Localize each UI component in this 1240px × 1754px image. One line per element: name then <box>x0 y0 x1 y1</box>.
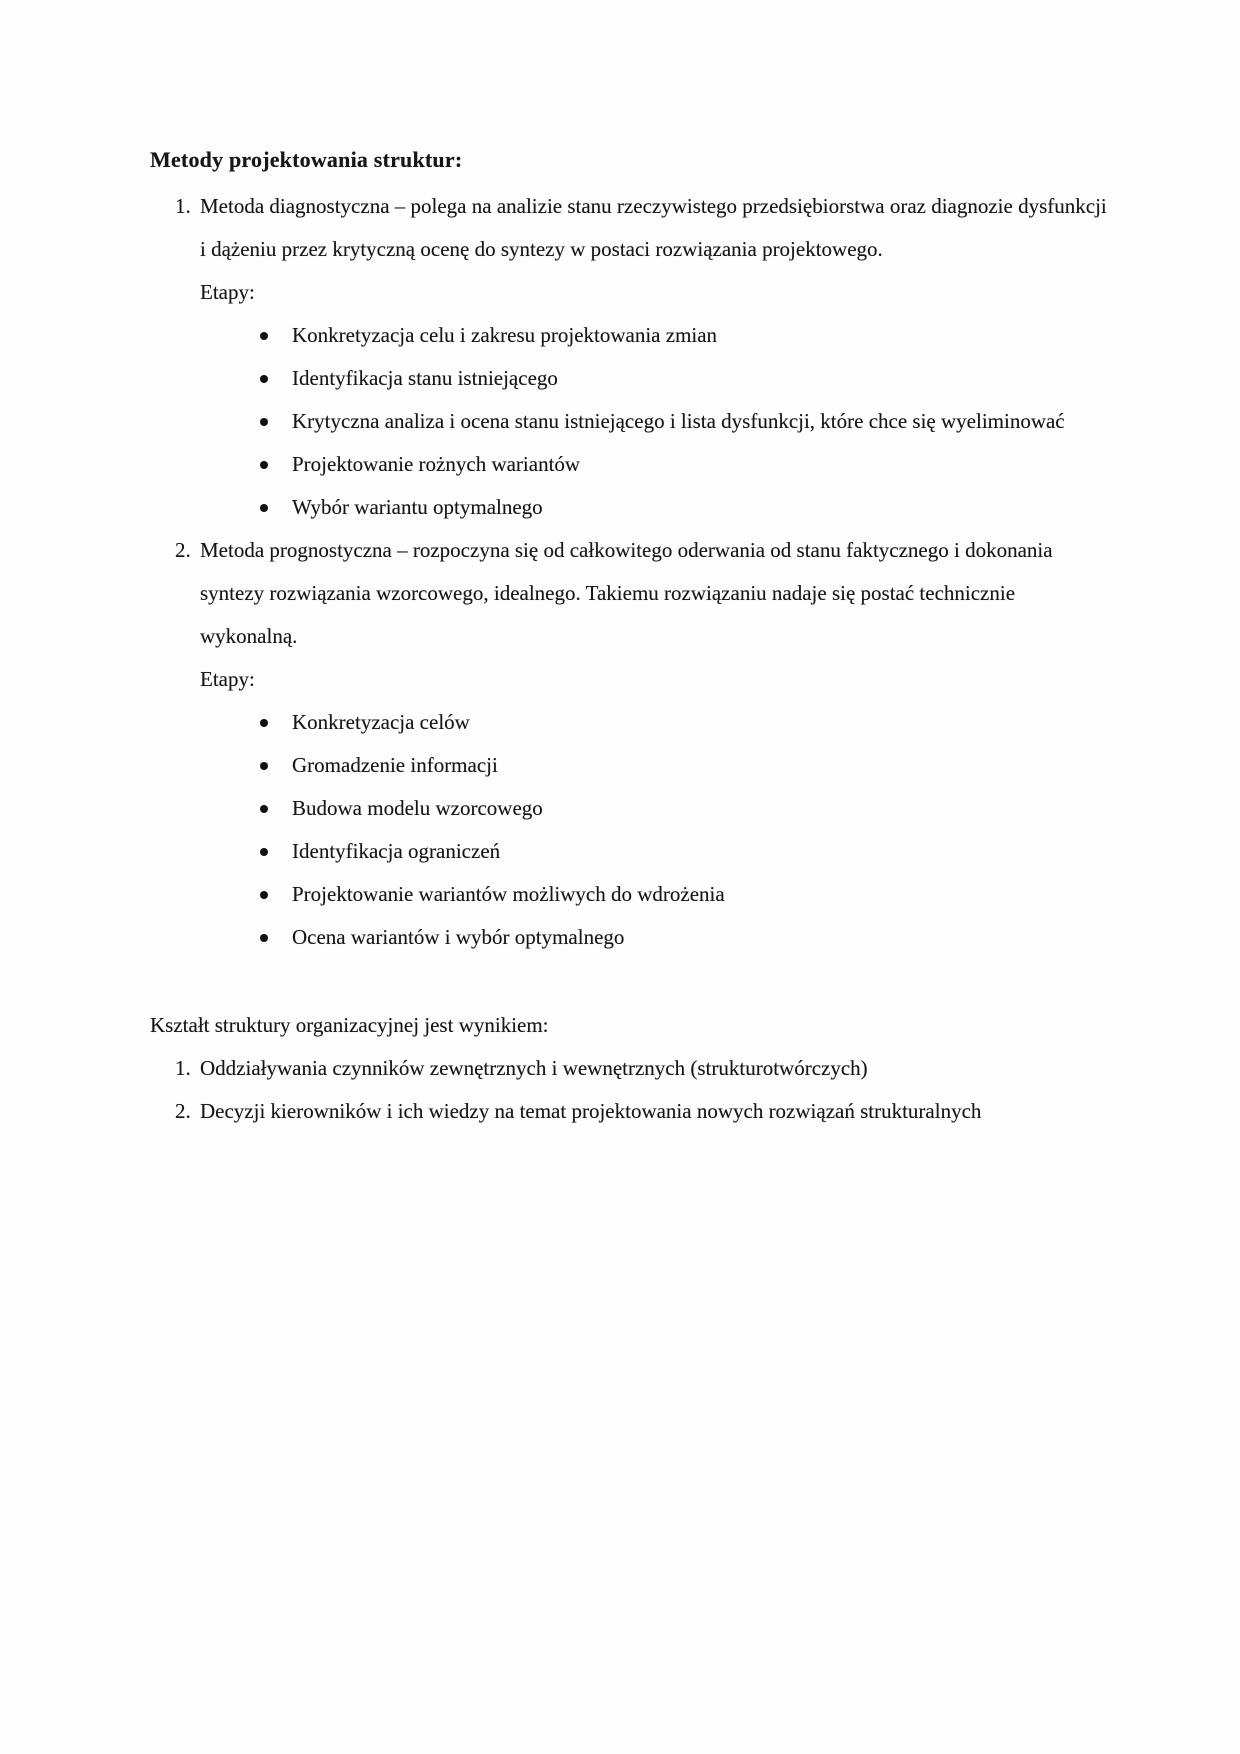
bullet-icon <box>260 848 268 856</box>
stage-text: Gromadzenie informacji <box>292 753 498 777</box>
stage-text: Krytyczna analiza i ocena stanu istniejącego i lista dysfunkcji, które chce się wyeliminować <box>292 409 1065 433</box>
bullet-icon <box>260 934 268 942</box>
stage-text: Ocena wariantów i wybór optymalnego <box>292 925 625 949</box>
stage-item <box>200 486 1080 529</box>
stage-item <box>200 357 1080 400</box>
bullet-icon <box>260 504 268 512</box>
list-number: 1. <box>175 194 191 218</box>
closing-item <box>150 1047 1180 1090</box>
bullet-icon <box>260 891 268 899</box>
closing-item-text: Decyzji kierowników i ich wiedzy na temat projektowania nowych rozwiązań strukturalnych <box>200 1099 982 1123</box>
stage-text: Budowa modelu wzorcowego <box>292 796 543 820</box>
method-item-prognostyczna <box>150 529 1180 959</box>
list-number: 2. <box>175 538 191 562</box>
stages-label: Etapy: <box>200 280 255 304</box>
bullet-icon <box>260 719 268 727</box>
closing-intro: Kształt struktury organizacyjnej jest wynikiem: <box>150 1013 549 1037</box>
bullet-icon <box>260 375 268 383</box>
document-title: Metody projektowania struktur: <box>150 147 463 172</box>
stages-list <box>200 701 1180 959</box>
stage-item <box>200 787 1080 830</box>
stage-text: Konkretyzacja celu i zakresu projektowania zmian <box>292 323 718 347</box>
stage-item <box>200 443 1080 486</box>
stage-item <box>200 400 1080 443</box>
stage-text: Konkretyzacja celów <box>292 710 470 734</box>
bullet-icon <box>260 332 268 340</box>
stage-item <box>200 314 1080 357</box>
closing-list <box>150 1047 1180 1133</box>
method-item-diagnostyczna <box>150 185 1180 529</box>
bullet-icon <box>260 805 268 813</box>
stage-text: Wybór wariantu optymalnego <box>292 495 543 519</box>
bullet-icon <box>260 418 268 426</box>
stage-text: Projektowanie rożnych wariantów <box>292 452 581 476</box>
stage-text: Identyfikacja stanu istniejącego <box>292 366 558 390</box>
methods-list <box>150 185 1180 959</box>
stage-text: Projektowanie wariantów możliwych do wdrożenia <box>292 882 725 906</box>
method-description: Metoda prognostyczna – rozpoczyna się od całkowitego oderwania od stanu faktycznego i dokonania syntezy rozwiązania wzorcowego, idealnego. Takiemu rozwiązaniu nadaje się postać technicznie wykonalną. <box>200 538 1053 648</box>
closing-item <box>150 1090 1180 1133</box>
list-number: 2. <box>175 1099 191 1123</box>
stage-item <box>200 744 1080 787</box>
stage-item <box>200 701 1080 744</box>
stage-item <box>200 916 1080 959</box>
stages-list <box>200 314 1180 529</box>
stages-label: Etapy: <box>200 667 255 691</box>
stage-text: Identyfikacja ograniczeń <box>292 839 501 863</box>
list-number: 1. <box>175 1056 191 1080</box>
method-description: Metoda diagnostyczna – polega na analizie stanu rzeczywistego przedsiębiorstwa oraz diagnozie dysfunkcji i dążeniu przez krytyczną ocenę do syntezy w postaci rozwiązania projektowego. <box>200 194 1107 261</box>
bullet-icon <box>260 461 268 469</box>
closing-item-text: Oddziaływania czynników zewnętrznych i wewnętrznych (strukturotwórczych) <box>200 1056 868 1080</box>
bullet-icon <box>260 762 268 770</box>
stage-item <box>200 873 1080 916</box>
stage-item <box>200 830 1080 873</box>
